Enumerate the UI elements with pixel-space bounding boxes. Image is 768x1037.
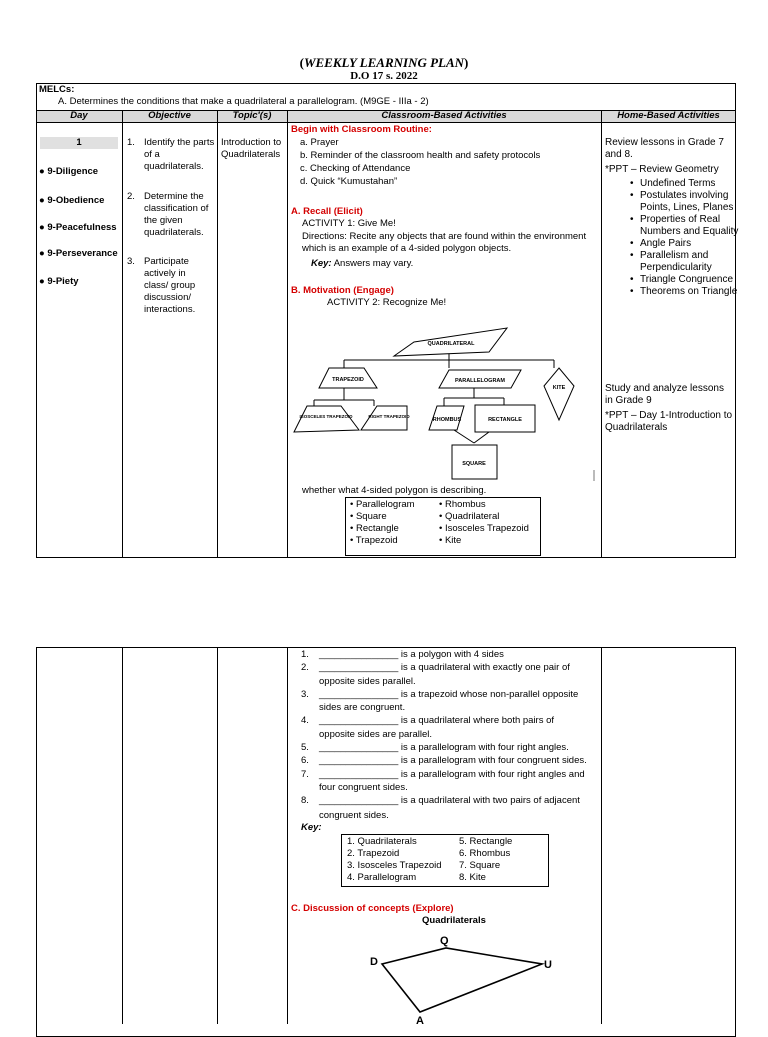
page-subtitle: D.O 17 s. 2022 [350, 70, 418, 82]
recall-heading: A. Recall (Elicit) [291, 206, 363, 217]
vertex-q: Q [440, 935, 449, 947]
choice-item: • Square [350, 511, 387, 522]
col-header-classroom: Classroom-Based Activities [381, 110, 507, 121]
quiz-line2: congruent sides. [319, 809, 389, 821]
choice-item: • Rhombus [439, 499, 486, 510]
dia-right-label: RIGHT TRAPEZOID [368, 414, 410, 419]
col-line-3 [287, 110, 288, 558]
quiz-item [298, 661, 598, 688]
directions-text: Directions: Recite any objects that are found within the environment which is an example of a 4-sided polygon objects. [302, 231, 587, 254]
value-peacefulness: ● 9-Peacefulness [39, 222, 117, 233]
value-piety: ● 9-Piety [39, 276, 79, 287]
whether-text: whether what 4-sided polygon is describing. [302, 485, 487, 496]
quiz-item [298, 754, 598, 767]
choices-right [439, 499, 529, 547]
quiz-num: 7. [301, 768, 309, 780]
dia-quadrilateral-label: QUADRILATERAL [427, 341, 475, 347]
key-item: 3. Isosceles Trapezoid [347, 860, 442, 871]
quiz-line2: opposite sides are parallel. [319, 728, 433, 740]
quiz-line1: _______________ is a parallelogram with four right angles. [319, 742, 569, 754]
quiz-items [298, 648, 598, 822]
classification-diagram [289, 318, 599, 486]
vertex-a: A [416, 1015, 424, 1024]
quiz-line1: _______________ is a parallelogram with four right angles and [319, 768, 585, 780]
key-item: 8. Kite [459, 872, 486, 883]
objective-num-3: 3. [127, 256, 135, 267]
value-diligence: ● 9-Diligence [39, 166, 99, 177]
quiz-line1: _______________ is a parallelogram with four congruent sides. [319, 755, 587, 767]
objective-num-2: 2. [127, 191, 135, 202]
routine-d: d. Quick “Kumustahan” [300, 176, 398, 187]
quiz-line1: _______________ is a trapezoid whose non-parallel opposite [319, 688, 579, 700]
col-line-4 [601, 110, 602, 558]
quiz-num: 6. [301, 755, 309, 767]
key-item: 6. Rhombus [459, 848, 511, 859]
key-right [459, 836, 512, 884]
home-topic: • Triangle Congruence [640, 274, 746, 286]
vertex-d: D [370, 956, 378, 968]
isosceles-trapezoid-shape [294, 406, 359, 432]
discussion-heading: C. Discussion of concepts (Explore) [291, 903, 454, 914]
value-perseverance: ● 9-Perseverance [39, 248, 118, 259]
key-line-1 [311, 258, 413, 270]
choice-item: • Trapezoid [350, 535, 398, 546]
key-item: 2. Trapezoid [347, 848, 400, 859]
choices-box [345, 497, 541, 556]
quiz-num: 5. [301, 742, 309, 754]
key-item: 4. Parallelogram [347, 872, 417, 883]
home-topic: • Parallelism and Perpendicularity [640, 250, 746, 274]
col-header-home: Home-Based Activities [617, 110, 720, 121]
col-line-1 [122, 110, 123, 558]
key-item: 1. Quadrilaterals [347, 836, 417, 847]
routine-b: b. Reminder of the classroom health and safety protocols [300, 150, 541, 161]
objective-text-2: Determine the classification of the given quadrilaterals. [144, 191, 209, 238]
title-text: WEEKLY LEARNING PLAN [303, 55, 465, 70]
key-left [347, 836, 442, 884]
col-line-2 [217, 110, 218, 558]
home-ppt: *PPT – Review Geometry [605, 164, 719, 175]
quiz-item [298, 741, 598, 754]
quiz-line1: _______________ is a quadrilateral with two pairs of adjacent [319, 795, 580, 807]
choice-item: • Parallelogram [350, 499, 415, 510]
key-item: 7. Square [459, 860, 501, 871]
quiz-item [298, 768, 598, 795]
choices-left [350, 499, 415, 547]
routine-a: a. Prayer [300, 137, 339, 148]
dia-parallelogram-label: PARALLELOGRAM [454, 378, 506, 384]
dia-square-label: SQUARE [462, 461, 486, 467]
quiz-line2: four congruent sides. [319, 781, 408, 793]
home-topic: • Theorems on Triangle [640, 286, 746, 298]
routine-c: c. Checking of Attendance [300, 163, 411, 174]
header-divider [36, 122, 736, 123]
quiz-line2: sides are congruent. [319, 702, 406, 714]
quiz-num: 3. [301, 688, 309, 700]
objective-num-1: 1. [127, 137, 135, 148]
quiz-item [298, 714, 598, 741]
motivation-heading: B. Motivation (Engage) [291, 285, 394, 296]
vertex-u: U [544, 959, 552, 971]
col-header-topics: Topic'(s) [232, 110, 272, 121]
page-title: (WEEKLY LEARNING PLAN) [299, 55, 469, 70]
key-text-1: Answers may vary. [333, 258, 414, 269]
home-topic-list [628, 178, 746, 298]
dia-isosceles-label: ISOSCELES TRAPEZOID [299, 414, 353, 419]
choice-item: • Isosceles Trapezoid [439, 523, 529, 534]
key-label-1: Key: [311, 258, 332, 269]
home-topic: • Undefined Terms [640, 178, 746, 190]
answer-key-box [341, 834, 549, 887]
home-study: Study and analyze lessons in Grade 9 [605, 383, 724, 406]
objective-text-3: Participate actively in class/ group discussion/ interactions. [144, 256, 196, 315]
col-line-4b [601, 647, 602, 1024]
quiz-line2: opposite sides parallel. [319, 675, 416, 687]
quiz-item [298, 688, 598, 715]
figure-title: Quadrilaterals [422, 915, 486, 926]
kite-shape [544, 368, 574, 420]
day-number: 1 [76, 137, 82, 148]
dia-kite-label: KITE [552, 385, 566, 391]
choice-item: • Rectangle [350, 523, 399, 534]
dia-trapezoid-label: TRAPEZOID [332, 377, 364, 383]
quiz-line1: _______________ is a quadrilateral where both pairs of [319, 715, 555, 727]
quiz-num: 1. [301, 649, 309, 660]
activity1-title: ACTIVITY 1: Give Me! [302, 218, 396, 229]
activity2-title: ACTIVITY 2: Recognize Me! [327, 297, 447, 308]
col-header-objective: Objective [148, 110, 191, 121]
routine-heading: Begin with Classroom Routine: [291, 124, 432, 135]
dia-rectangle-label: RECTANGLE [488, 417, 522, 423]
quiz-item [298, 794, 598, 822]
key-label-2: Key: [301, 822, 322, 833]
quiz-item [298, 648, 598, 661]
melcs-label: MELCs: [39, 84, 75, 95]
home-ppt2: *PPT – Day 1-Introduction to Quadrilaterals [605, 410, 733, 433]
quiz-line1: _______________ is a quadrilateral with exactly one pair of [319, 662, 570, 674]
col-line-1b [122, 647, 123, 1024]
home-topic: • Postulates involving Points, Lines, Planes [640, 190, 746, 214]
home-review: Review lessons in Grade 7 and 8. [605, 137, 724, 160]
key-item: 5. Rectangle [459, 836, 513, 847]
topic-text: Introduction to Quadrilaterals [221, 137, 282, 160]
col-line-2b [217, 647, 218, 1024]
value-obedience: ● 9-Obedience [39, 195, 105, 206]
quiz-num: 2. [301, 662, 309, 674]
melcs-item: A. Determines the conditions that make a quadrilateral a parallelogram. (M9GE - IIIa - 2) [58, 96, 429, 107]
col-header-day: Day [70, 110, 88, 121]
quiz-num: 4. [301, 715, 309, 727]
quadrilateral-dqua [382, 948, 542, 1012]
col-line-3b [287, 647, 288, 1024]
choice-item: • Quadrilateral [439, 511, 500, 522]
quadrilateral-figure [360, 928, 570, 1024]
dia-rhombus-label: RHOMBUS [432, 417, 462, 423]
home-topic: • Angle Pairs [640, 238, 746, 250]
quiz-line1: _______________ is a polygon with 4 sides [319, 649, 504, 660]
objective-text-1: Identify the parts of a quadrilaterals. [144, 137, 215, 172]
quiz-num: 8. [301, 795, 309, 807]
home-topic: • Properties of Real Numbers and Equality [640, 214, 746, 238]
choice-item: • Kite [439, 535, 462, 546]
